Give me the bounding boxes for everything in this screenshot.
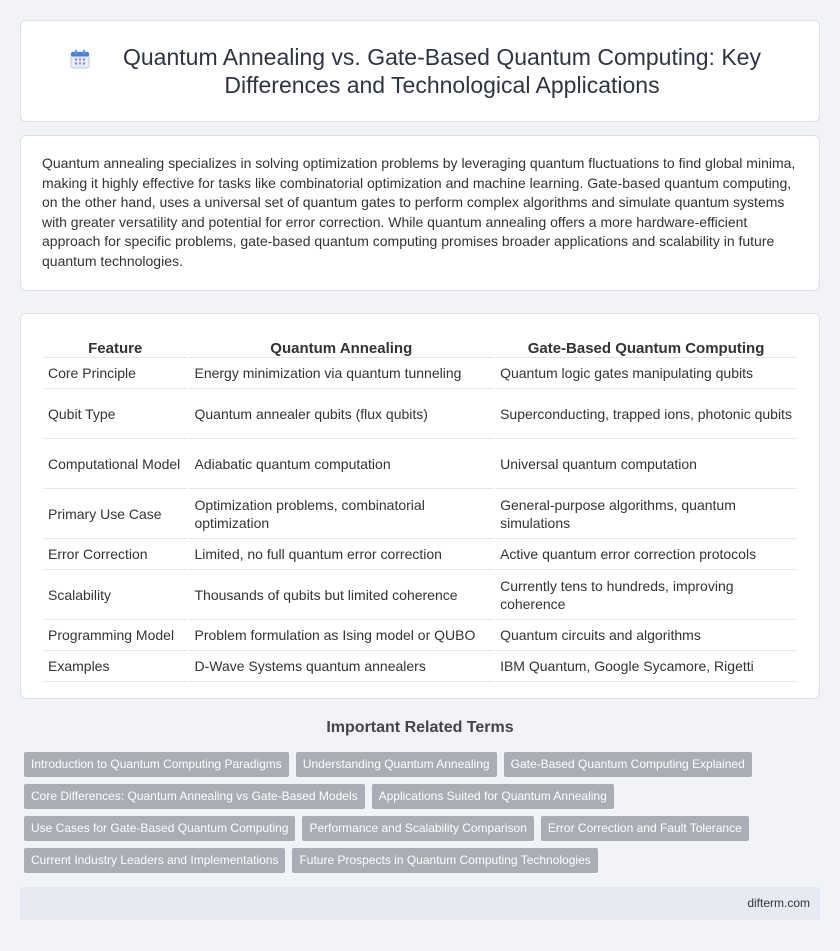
table-cell-gate-based: Currently tens to hundreds, improving coherence [495,570,797,620]
intro-card [20,135,820,291]
tag-link[interactable]: Introduction to Quantum Computing Paradigms [24,752,289,777]
column-header-quantum-annealing: Quantum Annealing [189,332,493,358]
table-cell-gate-based: Quantum logic gates manipulating qubits [495,358,797,389]
table-cell-gate-based: Superconducting, trapped ions, photonic qubits [495,389,797,439]
table-cell-annealing: D-Wave Systems quantum annealers [189,651,493,682]
intro-paragraph: Quantum annealing specializes in solving optimization problems by leveraging quantum fluctuations to find global minima, making it highly effective for tasks like combinatorial optimization and machine learning. Gate-based quantum computing, on the other hand, uses a universal set of quantum gates to perform complex algorithms and simulate quantum systems with greater versatility and potential for error correction. While quantum annealing offers a more hardware-efficient approach for specific problems, gate-based quantum computing promises broader applications and scalability in future quantum technologies. [42,155,796,269]
table-cell-gate-based: Quantum circuits and algorithms [495,620,797,651]
table-row [43,620,797,651]
tag-row [24,752,804,777]
table-cell-feature: Error Correction [43,539,187,570]
table-cell-annealing: Problem formulation as Ising model or QUBO [189,620,493,651]
table-row [43,570,797,620]
table-cell-annealing: Thousands of qubits but limited coherence [189,570,493,620]
table-cell-feature: Computational Model [43,439,187,489]
table-cell-gate-based: Universal quantum computation [495,439,797,489]
calendar-icon [68,47,92,71]
related-terms-heading: Important Related Terms [326,719,514,736]
table-row [43,358,797,389]
table-cell-gate-based: IBM Quantum, Google Sycamore, Rigetti [495,651,797,682]
table-cell-feature: Core Principle [43,358,187,389]
page-title: Quantum Annealing vs. Gate-Based Quantum Computing: Key Differences and Technological Applications [123,44,761,98]
title-card [20,20,820,122]
comparison-table [41,332,799,682]
tag-row [24,784,804,809]
comparison-table-card [20,313,820,699]
table-cell-annealing: Adiabatic quantum computation [189,439,493,489]
related-terms-tags [24,752,804,880]
tag-row [24,816,804,841]
table-cell-annealing: Energy minimization via quantum tunneling [189,358,493,389]
tag-link[interactable]: Gate-Based Quantum Computing Explained [504,752,752,777]
table-cell-feature: Examples [43,651,187,682]
table-row [43,439,797,489]
footer-bar [20,887,820,920]
table-header-row [43,332,797,358]
tag-link[interactable]: Understanding Quantum Annealing [296,752,497,777]
tag-row [24,848,804,873]
table-cell-gate-based: Active quantum error correction protocols [495,539,797,570]
table-cell-gate-based: General-purpose algorithms, quantum simulations [495,489,797,539]
table-row [43,489,797,539]
table-cell-feature: Qubit Type [43,389,187,439]
table-cell-annealing: Optimization problems, combinatorial optimization [189,489,493,539]
table-cell-feature: Primary Use Case [43,489,187,539]
tag-link[interactable]: Current Industry Leaders and Implementations [24,848,285,873]
column-header-gate-based: Gate-Based Quantum Computing [495,332,797,358]
footer-site-link[interactable]: difterm.com [747,896,810,910]
tag-link[interactable]: Error Correction and Fault Tolerance [541,816,749,841]
column-header-feature: Feature [43,332,187,358]
tag-link[interactable]: Future Prospects in Quantum Computing Technologies [292,848,597,873]
table-cell-annealing: Quantum annealer qubits (flux qubits) [189,389,493,439]
table-cell-annealing: Limited, no full quantum error correction [189,539,493,570]
table-cell-feature: Programming Model [43,620,187,651]
table-row [43,389,797,439]
table-cell-feature: Scalability [43,570,187,620]
table-row [43,539,797,570]
tag-link[interactable]: Performance and Scalability Comparison [302,816,533,841]
tag-link[interactable]: Core Differences: Quantum Annealing vs Gate-Based Models [24,784,365,809]
tag-link[interactable]: Use Cases for Gate-Based Quantum Computing [24,816,295,841]
tag-link[interactable]: Applications Suited for Quantum Annealing [372,784,614,809]
table-row [43,651,797,682]
